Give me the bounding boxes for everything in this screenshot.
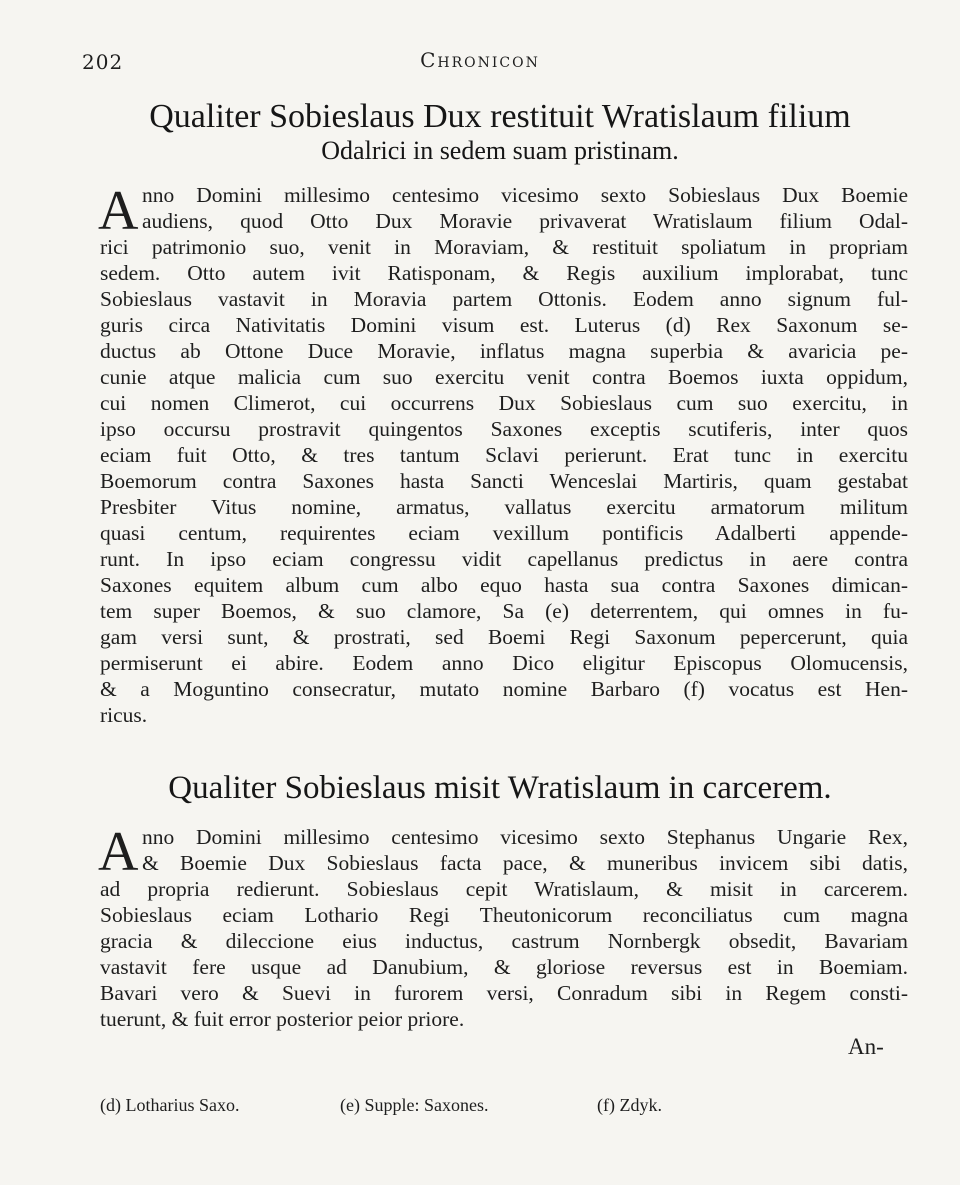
section1-line: ricus. <box>100 703 148 727</box>
section1-line: ductus ab Ottone Duce Moravie, inflatus magna superbia & avaricia pe- <box>100 339 908 363</box>
section1-line: runt. In ipso eciam congressu vidit capellanus predictus in aere contra <box>100 547 908 571</box>
section2-line: Sobieslaus eciam Lothario Regi Theutonicorum reconciliatus cum magna <box>100 903 908 927</box>
section1-line: Presbiter Vitus nomine, armatus, vallatus exercitu armatorum militum <box>100 495 908 519</box>
footnote-d: (d) Lotharius Saxo. <box>100 1095 240 1115</box>
section1-line: eciam fuit Otto, & tres tantum Sclavi perierunt. Erat tunc in exercitu <box>100 443 908 467</box>
running-head <box>0 44 960 74</box>
section1-line: ipso occursu prostravit quingentos Saxones exceptis scutiferis, inter quos <box>100 417 908 441</box>
section2-line: tuerunt, & fuit error posterior peior priore. <box>100 1007 465 1031</box>
section1-title-line1: Qualiter Sobieslaus Dux restituit Wratislaum filium <box>149 98 851 135</box>
section1-line: Saxones equitem album cum albo equo hasta sua contra Saxones dimican- <box>100 573 908 597</box>
section1-line: tem super Boemos, & suo clamore, Sa (e) deterrentem, qui omnes in fu- <box>100 599 908 623</box>
section1-dropcap: A <box>98 180 139 242</box>
section1-line: & a Moguntino consecratur, mutato nomine Barbaro (f) vocatus est Hen- <box>100 677 908 701</box>
section1-line: rici patrimonio suo, venit in Moraviam, & restituit spoliatum in propriam <box>100 235 908 259</box>
section1-line: quasi centum, requirentes eciam vexillum pontificis Adalberti appende- <box>100 521 908 545</box>
section1-line: guris circa Nativitatis Domini visum est. Luterus (d) Rex Saxonum se- <box>100 313 908 337</box>
section1-line: Sobieslaus vastavit in Moravia partem Ottonis. Eodem anno signum ful- <box>100 287 908 311</box>
section2-line: & Boemie Dux Sobieslaus facta pace, & muneribus invicem sibi datis, <box>142 851 908 875</box>
footnote-f: (f) Zdyk. <box>597 1095 662 1115</box>
section1-line: Boemorum contra Saxones hasta Sancti Wenceslai Martiris, quam gestabat <box>100 469 908 493</box>
section2-line: vastavit fere usque ad Danubium, & gloriose reversus est in Boemiam. <box>100 955 908 979</box>
footnotes <box>100 1095 800 1123</box>
section1-line: audiens, quod Otto Dux Moravie privaverat Wratislaum filium Odal- <box>142 209 908 233</box>
section1-line: nno Domini millesimo centesimo vicesimo sexto Sobieslaus Dux Boemie <box>142 183 908 207</box>
section2-line: gracia & dileccione eius inductus, castrum Nornbergk obsedit, Bavariam <box>100 929 908 953</box>
section2-line: Bavari vero & Suevi in furorem versi, Conradum sibi in Regem consti- <box>100 981 908 1005</box>
catchword: An- <box>848 1034 884 1059</box>
section2-line: nno Domini millesimo centesimo vicesimo sexto Stephanus Ungarie Rex, <box>142 825 908 849</box>
section2-dropcap: A <box>98 821 139 883</box>
running-title: Chronicon <box>420 48 540 72</box>
section1-line: cui nomen Climerot, cui occurrens Dux Sobieslaus cum suo exercitu, in <box>100 391 908 415</box>
section2-title: Qualiter Sobieslaus misit Wratislaum in carcerem. <box>168 770 832 806</box>
section2-line: ad propria redierunt. Sobieslaus cepit Wratislaum, & misit in carcerem. <box>100 877 908 901</box>
section1-line: cunie atque malicia cum suo exercitu venit contra Boemos iuxta oppidum, <box>100 365 908 389</box>
section1-line: sedem. Otto autem ivit Ratisponam, & Regis auxilium implorabat, tunc <box>100 261 908 285</box>
footnote-e: (e) Supple: Saxones. <box>340 1095 489 1115</box>
section1-line: gam versi sunt, & prostrati, sed Boemi Regi Saxonum pepercerunt, quia <box>100 625 908 649</box>
section1-line: permiserunt ei abire. Eodem anno Dico eligitur Episcopus Olomucensis, <box>100 651 908 675</box>
section1-title-line2: Odalrici in sedem suam pristinam. <box>321 136 679 165</box>
page-number: 202 <box>82 50 124 74</box>
